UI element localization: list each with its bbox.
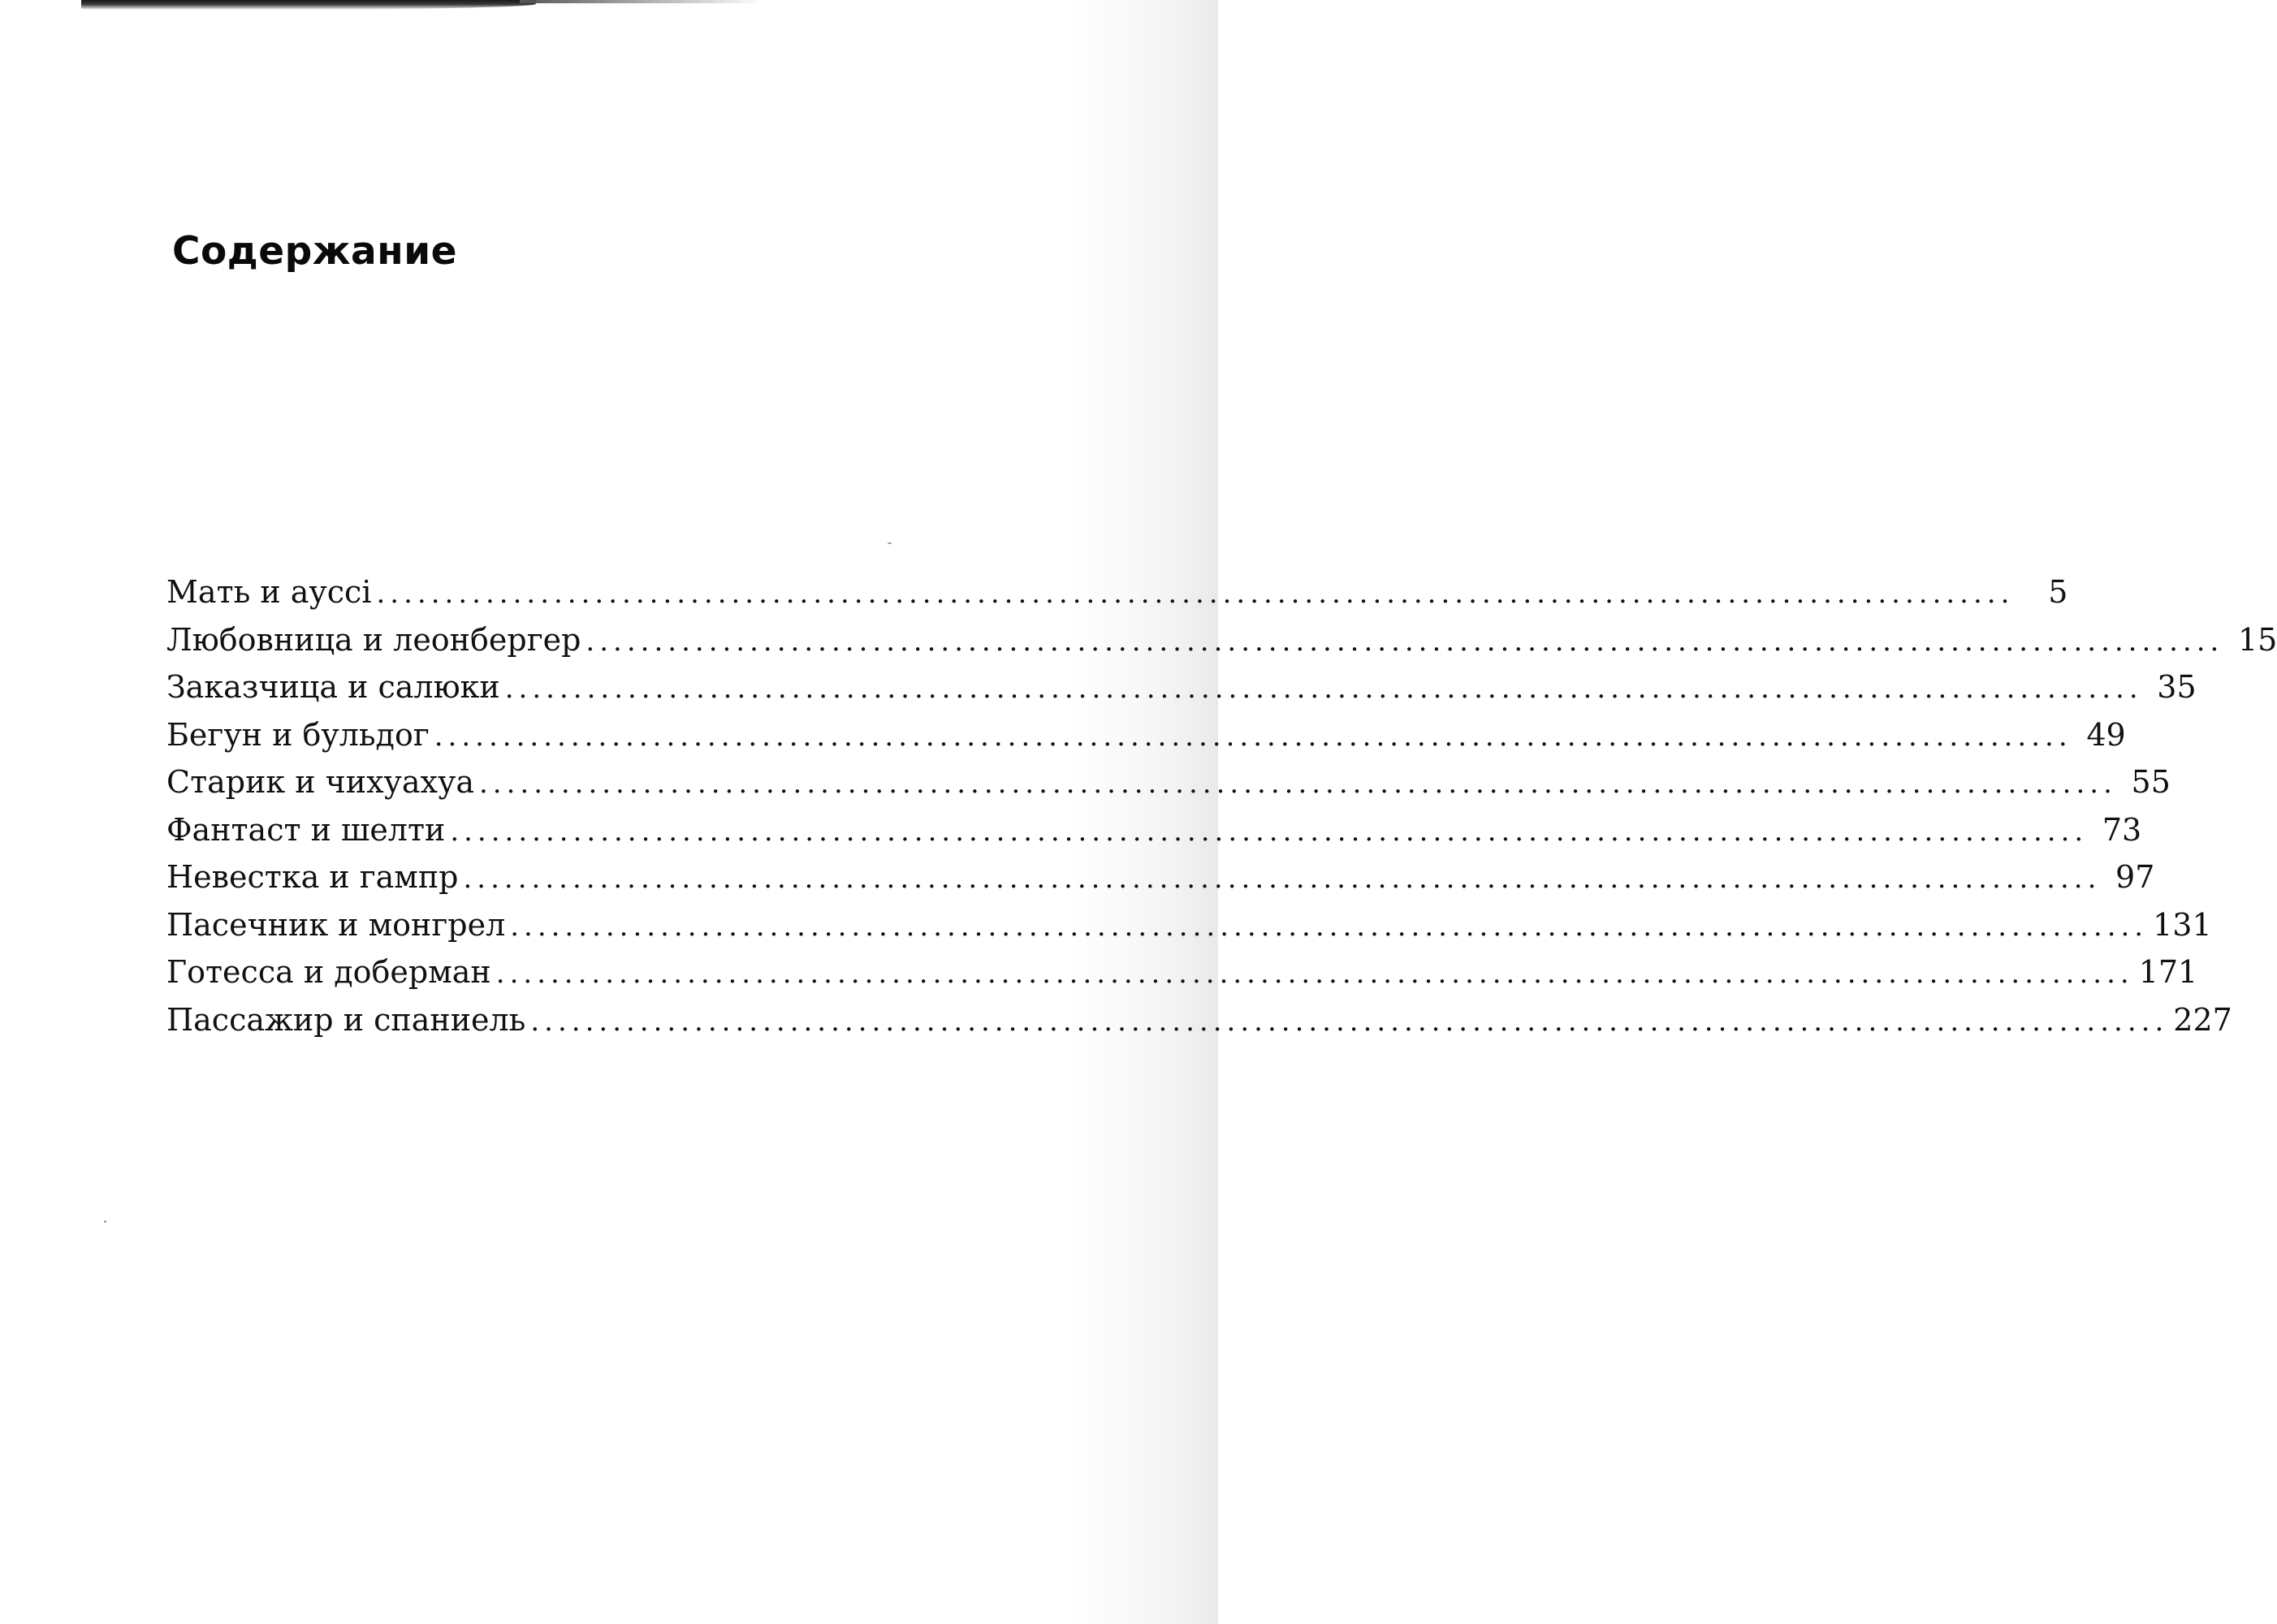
toc-entry-page: 49 xyxy=(2086,716,2126,753)
toc-entry-title: Бегун и бульдог xyxy=(166,716,430,753)
paper-speck xyxy=(104,1220,106,1223)
toc-entry-title: Заказчица и салюки xyxy=(166,669,500,705)
toc-leader-dots: ........................................................................................................................ xyxy=(376,577,2015,610)
toc-leader-dots: ........................................................................................................................ xyxy=(504,672,2143,705)
toc-leader-dots: ........................................................................................................................ xyxy=(495,957,2134,990)
toc-entry xyxy=(166,663,2197,711)
toc-heading: Содержание xyxy=(172,229,458,274)
toc-entry-title: Пасечник и монгрел xyxy=(166,906,506,943)
toc-entry-page: 73 xyxy=(2102,811,2142,848)
toc-entry-page: 5 xyxy=(2048,574,2068,610)
toc-entry-page: 97 xyxy=(2115,859,2155,895)
toc-entry-title: Мать и ауссi xyxy=(166,574,372,610)
toc-leader-dots: ........................................................................................................................ xyxy=(478,767,2117,800)
toc-list xyxy=(166,568,2277,1043)
toc-entry xyxy=(166,711,2126,759)
page-top-shadow xyxy=(81,0,536,10)
toc-entry-page: 131 xyxy=(2153,906,2212,943)
toc-entry-title: Любовница и леонбергер xyxy=(166,621,581,658)
toc-entry-page: 171 xyxy=(2138,954,2198,990)
toc-leader-dots: ........................................................................................................................ xyxy=(450,814,2089,848)
toc-leader-dots: ........................................................................................................................ xyxy=(530,1004,2169,1038)
toc-entry xyxy=(166,568,2068,616)
toc-leader-dots: ........................................................................................................................ xyxy=(585,624,2224,658)
toc-entry xyxy=(166,996,2232,1044)
toc-entry xyxy=(166,901,2212,949)
toc-entry xyxy=(166,616,2277,664)
paper-speck xyxy=(888,542,892,544)
toc-leader-dots: ........................................................................................................................ xyxy=(434,719,2072,753)
page-top-edge xyxy=(520,0,763,3)
toc-entry-title: Пассажир и спаниель xyxy=(166,1001,526,1038)
toc-entry xyxy=(166,758,2171,806)
toc-entry-page: 227 xyxy=(2173,1001,2232,1038)
toc-entry-title: Фантаст и шелти xyxy=(166,811,446,848)
toc-entry xyxy=(166,948,2198,996)
toc-entry-page: 55 xyxy=(2131,764,2171,800)
toc-entry-title: Готесса и доберман xyxy=(166,954,491,990)
toc-entry-page: 35 xyxy=(2157,669,2197,705)
toc-entry-page: 15 xyxy=(2237,621,2277,658)
toc-entry xyxy=(166,853,2155,901)
toc-entry-title: Старик и чихуахуа xyxy=(166,764,474,800)
toc-entry xyxy=(166,806,2142,854)
toc-leader-dots: ........................................................................................................................ xyxy=(463,862,2102,895)
toc-entry-title: Невестка и гампр xyxy=(166,859,459,895)
toc-leader-dots: ........................................................................................................................ xyxy=(510,909,2149,943)
